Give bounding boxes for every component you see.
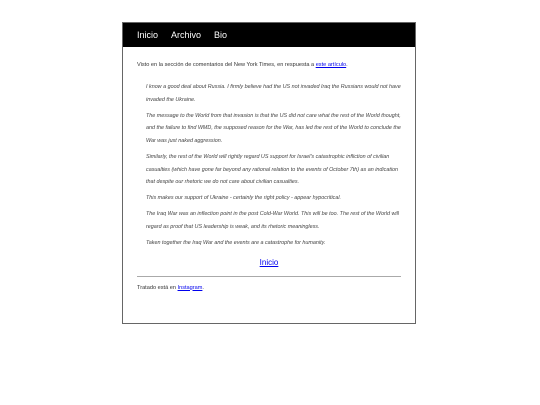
intro-text: Visto en la sección de comentarios del New York Times, en respuesta a [137,62,316,68]
quote-paragraph: Taken together the Iraq War and the events are a catastrophe for humanity. [146,240,326,247]
quote-paragraph: I know a good deal about Russia. I firmly believe had the US not invaded Iraq the Russians would not have invaded the Ukraine. [146,84,401,103]
quote-paragraph: This makes our support of Ukraine - certainly the right policy - appear hypocritical. [146,195,342,202]
home-link[interactable]: Inicio [259,257,279,267]
nav-item-inicio[interactable]: Inicio [137,30,159,40]
intro-paragraph [137,61,401,69]
footer-prefix: Tratado está en [137,284,178,291]
divider [137,276,401,277]
article-link[interactable]: este artículo [315,62,347,68]
quote-paragraph: Similarly, the rest of the World will rightly regard US support for Israel's catastrophic infliction of civilian casualties (which have gone far beyond any rational relation to the events of October 7th) as an indication that despite our rhetoric we do not care about civilian casualties. [146,153,399,186]
intro-suffix: . [346,62,348,68]
footer-suffix: . [202,284,204,291]
post-content [123,47,415,291]
footer-text [137,285,401,291]
top-nav [123,23,415,47]
quoted-comment [137,81,401,250]
instagram-link[interactable]: Instagram [177,284,203,291]
nav-item-bio[interactable]: Bio [214,30,228,40]
page-container [122,22,416,324]
quote-paragraph: The message to the World from that invasion is that the US did not care what the rest of the World thought, and the failure to find WMD, the supposed reason for the War, has led the rest of the World to conclude the War was just naked aggression. [146,112,401,144]
quote-paragraph: The Iraq War was an inflection point in the post Cold-War World. This will be too. The rest of the World will regard as proof that US leadership is weak, and its rhetoric meaningless. [146,211,399,230]
nav-item-archivo[interactable]: Archivo [171,30,202,40]
